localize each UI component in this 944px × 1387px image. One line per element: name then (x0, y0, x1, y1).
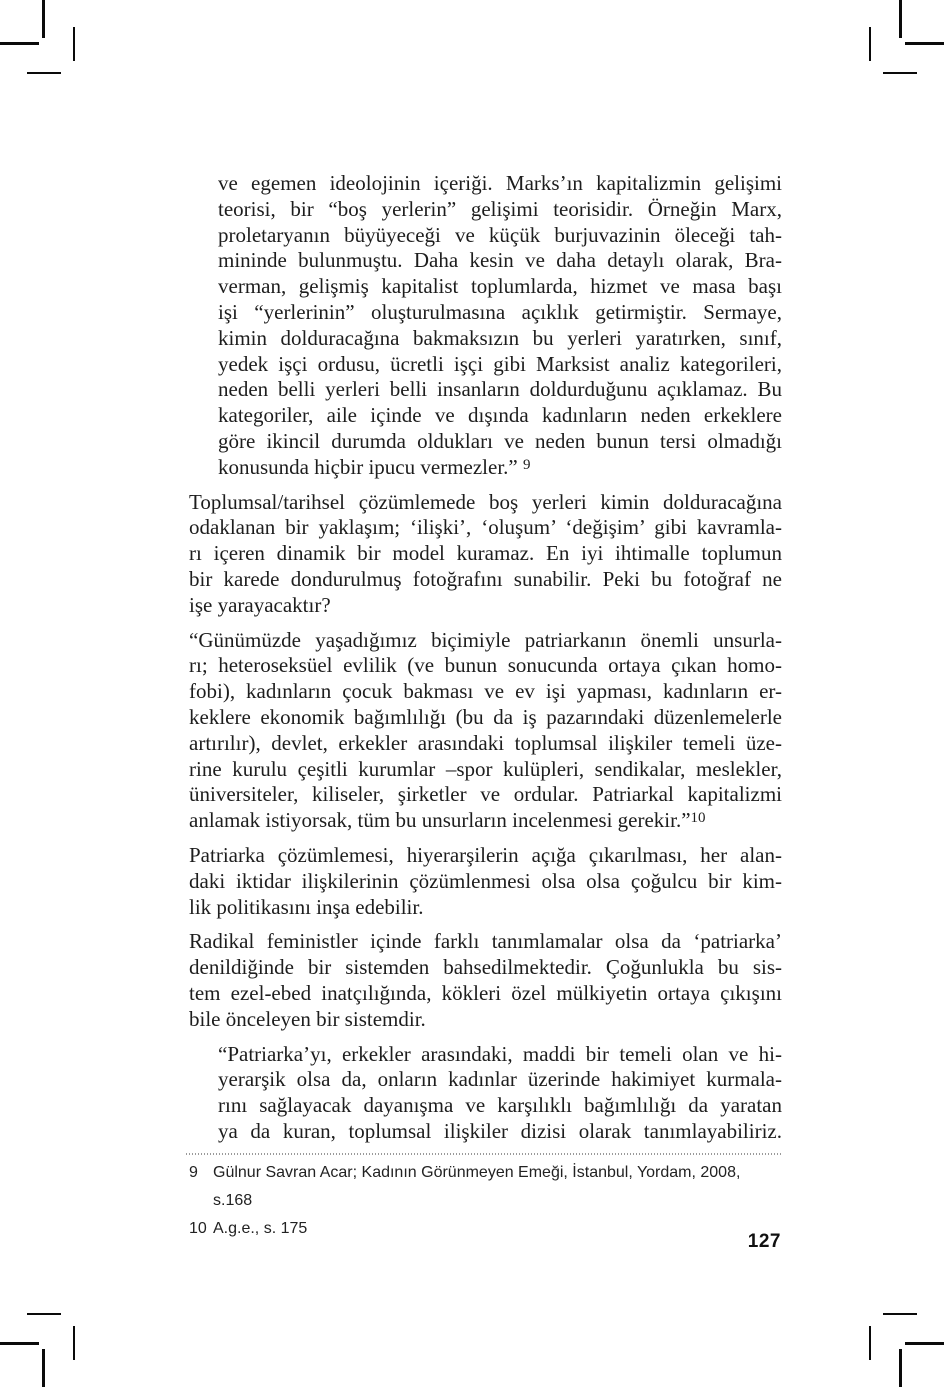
text-line: işi “yerlerinin” oluşturulmasına açıklık getirmiştir. Sermaye, (218, 299, 782, 324)
text-line: kategoriler, aile içinde ve dışında kadınların neden erkeklere (218, 403, 782, 428)
text-line: fobi), kadınların çocuk bakması ve ev işi yapması, kadınların er- (189, 679, 782, 704)
crop-mark (883, 72, 917, 74)
crop-mark (905, 42, 944, 45)
crop-mark (73, 27, 75, 61)
crop-mark (0, 42, 39, 45)
footnotes-section (189, 1153, 782, 1243)
text-line: ya da kuran, toplumsal ilişkiler dizisi olarak tanımlayabiliriz. (218, 1118, 782, 1143)
text-line: artırılır), devlet, erkekler arasındaki toplumsal ilişkiler temeli üze- (189, 730, 782, 755)
text-line: bile önceleyen bir sistemdir. (189, 1006, 426, 1031)
text-line: üniversiteler, kiliseler, şirketler ve ordular. Patriarkal kapitalizmi (189, 782, 782, 807)
page-number: 127 (747, 1231, 781, 1252)
text-line: göre ikincil durumda oldukları ve neden bunun tersi olmadığı (218, 428, 782, 453)
text-line: tem ezel-ebed inatçılığında, kökleri özel mülkiyetin ortaya çıkışını (189, 980, 782, 1005)
text-line: denildiğinde bir sistemden bahsedilmektedir. Çoğunlukla bu sis- (189, 955, 782, 980)
text-line: teorisi, bir “boş yerlerin” gelişimi teorisidir. Örneğin Marx, (218, 196, 782, 221)
text-line: lik politikasını inşa edebilir. (189, 894, 424, 919)
text-line: bir karede dondurulmuş fotoğrafını sunabilir. Peki bu fotoğraf ne (189, 566, 782, 591)
text-line: rı içeren dinamik bir model kuramaz. En iyi ihtimalle toplumun (189, 541, 782, 566)
text-line: ve egemen ideolojinin içeriği. Marks’ın kapitalizmin gelişimi (218, 171, 782, 195)
text-line: mininde bulunmuştu. Daha kesin ve daha detaylı olarak, Bra- (218, 248, 782, 273)
crop-mark (869, 1326, 871, 1360)
text-line: Patriarka çözümlemesi, hiyerarşilerin açığa çıkarılması, her alan- (189, 842, 782, 867)
text-line: rı; heteroseksüel evlilik (ve bunun sonucunda ortaya çıkan homo- (189, 653, 782, 678)
text-column (189, 171, 782, 1243)
footnote-text: A.g.e., s. 175 (213, 1219, 308, 1237)
text-line: neden belli yerleri belli insanların doldurduğunu açıklamaz. Bu (218, 377, 782, 402)
footnote (189, 1215, 782, 1243)
footnote-ref: 10 (690, 810, 706, 827)
footnote-number: 9 (189, 1163, 198, 1181)
text-line: Toplumsal/tarihsel çözümlemede boş yerleri kimin dolduracağına (189, 489, 782, 514)
crop-mark (869, 27, 871, 61)
text-line: işe yarayacaktır? (189, 592, 331, 617)
crop-mark (899, 1349, 902, 1387)
crop-mark (42, 1349, 45, 1387)
body-text (189, 171, 782, 1145)
text-line: keklere ekonomik bağımlılığı (bu da iş pazarındaki düzenlemelerle (189, 704, 782, 729)
crop-mark (905, 1342, 944, 1345)
crop-mark (27, 72, 61, 74)
crop-mark (42, 0, 45, 38)
text-line: odaklanan bir yaklaşım; ‘ilişki’, ‘oluşum’ ‘değişim’ gibi kavramla- (189, 515, 782, 540)
text-line: yerarşik olsa da, onların kadınlar üzerinde hakimiyet kurmala- (218, 1067, 782, 1092)
text-line: proletaryanın büyüyeceği ve küçük burjuvazinin öleceği tah- (218, 222, 782, 247)
text-line: anlamak istiyorsak, tüm bu unsurların incelenmesi gerekir.”$^{10}$ (189, 808, 706, 833)
crop-mark (73, 1326, 75, 1360)
text-line: daki iktidar ilişkilerinin çözümlenmesi olsa olsa çoğulcu bir kim- (189, 868, 782, 893)
crop-mark (883, 1313, 917, 1315)
text-line: kimin dolduracağına bakmaksızın bu yerleri yaratırken, sınıf, (218, 325, 782, 350)
footnote (189, 1159, 782, 1215)
crop-mark (0, 1342, 39, 1345)
footnote-separator (186, 1153, 782, 1155)
text-line: verman, gelişmiş kapitalist toplumlarda, hizmet ve masa başı (218, 274, 782, 299)
crop-mark (899, 0, 902, 38)
text-line: rine kurulu çeşitli kurumlar –spor kulüpleri, sendikalar, meslekler, (189, 756, 782, 781)
text-line: “Patriarka’yı, erkekler arasındaki, maddi bir temeli olan ve hi- (218, 1041, 782, 1066)
text-line: yedek işçi ordusu, ücretli işçi gibi Marksist analiz kategorileri, (218, 351, 782, 376)
text-line: Radikal feministler içinde farklı tanımlamalar olsa da ‘patriarka’ (189, 929, 782, 954)
footnote-text: Gülnur Savran Acar; Kadının Görünmeyen Emeği, İstanbul, Yordam, 2008, s.168 (213, 1163, 741, 1209)
footnote-number: 10 (189, 1219, 207, 1237)
text-line: rını sağlayacak dayanışma ve karşılıklı bağımlılığı da yaratan (218, 1093, 782, 1118)
footnote-ref: 9 (522, 456, 531, 473)
text-line: konusunda hiçbir ipucu vermezler.” $^9$ (218, 454, 531, 479)
text-line: “Günümüzde yaşadığımız biçimiyle patriarkanın önemli unsurla- (189, 627, 782, 652)
crop-mark (27, 1313, 61, 1315)
